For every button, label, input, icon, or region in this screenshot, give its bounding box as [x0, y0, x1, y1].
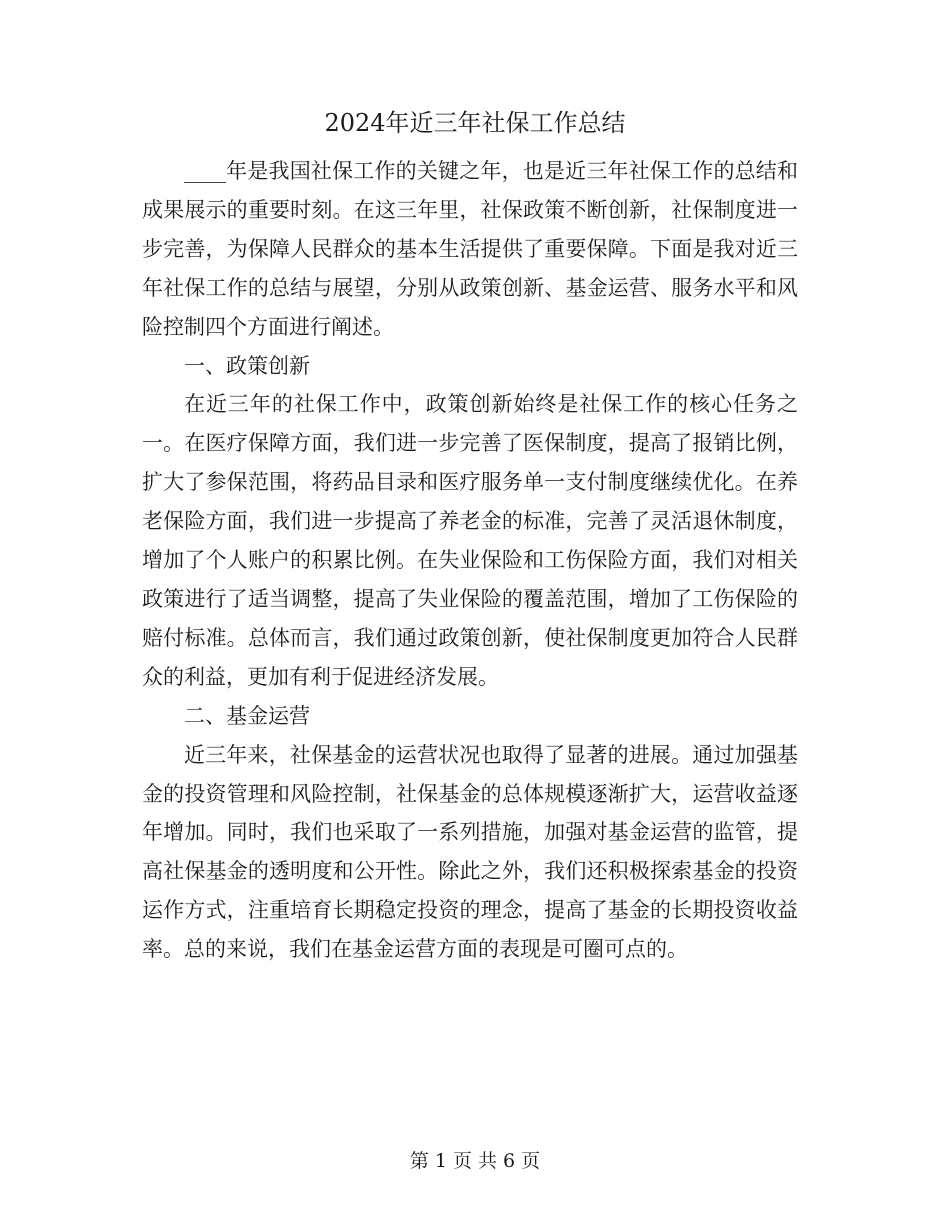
section-heading-fund: 二、基金运营: [184, 703, 310, 728]
section-body-fund: 近三年来，社保基金的运营状况也取得了显著的进展。通过加强基金的投资管理和风险控制，社保基金的总体规模逐渐扩大，运营收益逐年增加。同时，我们也采取了一系列措施，加强对基金运营的监管，提高社保基金的透明度和公开性。除此之外，我们还积极探索基金的投资运作方式，注重培育长期稳定投资的理念，提高了基金的长期投资收益率。总的来说，我们在基金运营方面的表现是可圈可点的。: [142, 742, 798, 962]
section-heading-policy: 一、政策创新: [184, 353, 310, 378]
intro-paragraph: ____年是我国社保工作的关键之年，也是近三年社保工作的总结和成果展示的重要时刻。在这三年里，社保政策不断创新，社保制度进一步完善，为保障人民群众的基本生活提供了重要保障。下面是我对近三年社保工作的总结与展望，分别从政策创新、基金运营、服务水平和风险控制四个方面进行阐述。: [142, 159, 798, 339]
section-body-policy: 在近三年的社保工作中，政策创新始终是社保工作的核心任务之一。在医疗保障方面，我们进一步完善了医保制度，提高了报销比例，扩大了参保范围，将药品目录和医疗服务单一支付制度继续优化。在养老保险方面，我们进一步提高了养老金的标准，完善了灵活退休制度，增加了个人账户的积累比例。在失业保险和工伤保险方面，我们对相关政策进行了适当调整，提高了失业保险的覆盖范围，增加了工伤保险的赔付标准。总体而言，我们通过政策创新，使社保制度更加符合人民群众的利益，更加有利于促进经济发展。: [142, 392, 798, 689]
document-body: [142, 152, 798, 969]
document-title: 2024年近三年社保工作总结: [324, 109, 626, 137]
page-number: 第 1 页 共 6 页: [409, 1150, 541, 1172]
